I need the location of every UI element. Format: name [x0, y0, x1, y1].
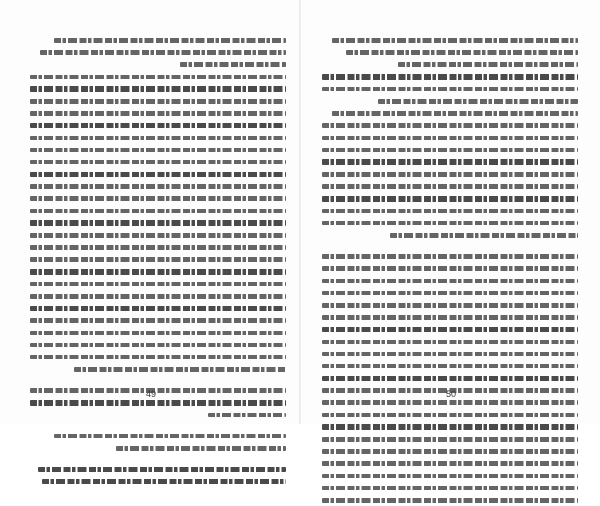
right-page-text-line-glyphs	[322, 461, 578, 466]
left-page-text-line-glyphs	[30, 220, 286, 226]
right-page-text-line	[322, 46, 578, 58]
right-page-text-line	[322, 156, 578, 168]
right-page-text-line	[322, 217, 578, 229]
right-page-text-line	[322, 250, 578, 262]
left-page-text-line-glyphs	[40, 50, 286, 55]
left-page-text-line	[30, 327, 286, 339]
right-page-text-line	[322, 336, 578, 348]
left-page-text-line	[30, 442, 286, 454]
left-page-text-line-glyphs	[54, 38, 286, 43]
left-page-text-line-glyphs	[30, 294, 286, 299]
left-page-text-line	[30, 180, 286, 192]
right-page-text-line	[322, 71, 578, 83]
left-page-text-line-glyphs	[38, 467, 286, 473]
right-page-number: 50	[446, 389, 457, 399]
right-page-text-line-glyphs	[322, 352, 578, 357]
right-page-text-line-glyphs	[322, 486, 578, 491]
left-page-text-line	[30, 241, 286, 253]
left-page-text-line	[30, 34, 286, 46]
right-page-text-block	[322, 34, 578, 506]
left-page-text-line	[30, 463, 286, 475]
left-page-text-line-glyphs	[30, 172, 286, 178]
right-page-text-line	[322, 433, 578, 445]
left-page-text-line-glyphs	[42, 479, 286, 485]
right-page-text-line-glyphs	[322, 196, 578, 202]
left-page-text-line	[30, 83, 286, 95]
right-page-text-line-glyphs	[322, 266, 578, 271]
left-page-text-line-glyphs	[30, 245, 286, 250]
right-page-text-line-glyphs	[346, 50, 578, 55]
left-page-text-line	[30, 71, 286, 83]
left-page-text-line	[30, 95, 286, 107]
left-page-text-line-glyphs	[30, 123, 286, 129]
right-page-text-line-glyphs	[322, 498, 578, 503]
right-page-text-line	[322, 445, 578, 457]
left-page-text-line-glyphs	[30, 400, 286, 406]
left-page-text-line	[30, 217, 286, 229]
left-page-text-line-glyphs	[30, 86, 286, 92]
right-page-text-line-glyphs	[322, 364, 578, 369]
left-page-paragraph-gap	[30, 421, 286, 430]
left-page-text-line	[30, 290, 286, 302]
right-page-text-line	[322, 119, 578, 131]
right-page-text-line-glyphs	[322, 400, 578, 405]
right-page-text-line	[322, 192, 578, 204]
left-page-text-line	[30, 119, 286, 131]
right-page-text-line	[322, 275, 578, 287]
right-page-text-line-glyphs	[332, 38, 578, 43]
right-page-text-line-glyphs	[322, 327, 578, 333]
left-page-text-block	[30, 34, 286, 488]
right-page-text-line-glyphs	[322, 424, 578, 430]
left-page-text-line-glyphs	[30, 148, 286, 153]
left-page-text-line	[30, 58, 286, 70]
right-page-text-line-glyphs	[322, 148, 578, 153]
right-page-text-line-glyphs	[322, 315, 578, 320]
left-page-text-line	[30, 132, 286, 144]
left-page-text-line-glyphs	[30, 75, 286, 80]
left-page-text-line	[30, 314, 286, 326]
right-page-text-line-glyphs	[322, 449, 578, 454]
left-page-text-line	[30, 396, 286, 408]
right-page-text-line-glyphs	[398, 62, 578, 67]
right-page-text-line-glyphs	[322, 303, 578, 308]
left-page-text-line-glyphs	[208, 413, 286, 418]
left-page-text-line	[30, 46, 286, 58]
right-page-text-line	[322, 83, 578, 95]
left-page	[0, 0, 300, 424]
left-page-text-line-glyphs	[180, 62, 286, 67]
right-page-text-line-glyphs	[322, 74, 578, 80]
left-page-text-line-glyphs	[74, 367, 286, 372]
right-page-text-line	[322, 95, 578, 107]
right-page-text-line	[322, 144, 578, 156]
right-page-text-line-glyphs	[322, 123, 578, 128]
right-page-text-line-glyphs	[322, 413, 578, 418]
right-page-text-line-glyphs	[322, 136, 578, 141]
right-page-text-line	[322, 494, 578, 506]
right-page-text-line-glyphs	[322, 254, 578, 259]
right-page-text-line-glyphs	[322, 474, 578, 479]
right-page-text-line-glyphs	[378, 99, 578, 104]
left-page-text-line-glyphs	[30, 306, 286, 312]
right-page-text-line-glyphs	[322, 159, 578, 165]
left-page-text-line	[30, 168, 286, 180]
left-page-text-line	[30, 351, 286, 363]
right-page-text-line	[322, 229, 578, 241]
left-page-text-line-glyphs	[30, 282, 286, 287]
right-page-text-line	[322, 34, 578, 46]
right-page-text-line-glyphs	[322, 437, 578, 442]
right-page	[300, 0, 600, 424]
left-page-text-line	[30, 430, 286, 442]
left-page-text-line	[30, 384, 286, 396]
right-page-text-line-glyphs	[322, 340, 578, 345]
left-page-text-line	[30, 302, 286, 314]
left-page-text-line-glyphs	[30, 136, 286, 141]
left-page-text-line-glyphs	[30, 111, 286, 116]
left-page-text-line-glyphs	[54, 434, 286, 439]
left-page-text-line	[30, 409, 286, 421]
left-page-text-line-glyphs	[30, 257, 286, 262]
left-page-text-line-glyphs	[30, 160, 286, 165]
right-page-text-line	[322, 409, 578, 421]
right-page-text-line-glyphs	[322, 172, 578, 177]
left-page-number: 49	[146, 389, 157, 399]
left-page-text-line	[30, 266, 286, 278]
left-page-paragraph-gap	[30, 454, 286, 463]
left-page-text-line	[30, 339, 286, 351]
left-page-text-line-glyphs	[30, 99, 286, 104]
left-page-text-line-glyphs	[30, 355, 286, 360]
right-page-text-line	[322, 360, 578, 372]
right-page-text-line	[322, 372, 578, 384]
left-page-text-line	[30, 475, 286, 487]
right-page-paragraph-gap	[322, 241, 578, 250]
right-page-text-line	[322, 482, 578, 494]
right-page-text-line	[322, 287, 578, 299]
left-page-text-line	[30, 192, 286, 204]
left-page-paragraph-gap	[30, 375, 286, 384]
left-page-text-line	[30, 156, 286, 168]
right-page-text-line-glyphs	[322, 291, 578, 296]
left-page-text-line	[30, 205, 286, 217]
left-page-text-line-glyphs	[30, 343, 286, 348]
right-page-text-line	[322, 205, 578, 217]
right-page-text-line-glyphs	[322, 87, 578, 92]
right-page-text-line	[322, 470, 578, 482]
left-page-text-line	[30, 229, 286, 241]
right-page-text-line	[322, 180, 578, 192]
right-page-text-line	[322, 262, 578, 274]
left-page-text-line	[30, 363, 286, 375]
left-page-text-line-glyphs	[30, 196, 286, 201]
right-page-text-line-glyphs	[390, 233, 578, 238]
right-page-text-line	[322, 132, 578, 144]
left-page-text-line	[30, 107, 286, 119]
left-page-text-line-glyphs	[30, 184, 286, 189]
left-page-text-line	[30, 253, 286, 265]
right-page-text-line	[322, 348, 578, 360]
right-page-text-line	[322, 58, 578, 70]
left-page-text-line-glyphs	[30, 388, 286, 393]
left-page-text-line-glyphs	[30, 233, 286, 238]
right-page-text-line-glyphs	[322, 376, 578, 382]
left-page-text-line-glyphs	[30, 318, 286, 323]
left-page-text-line-glyphs	[30, 209, 286, 214]
right-page-text-line	[322, 457, 578, 469]
right-page-text-line	[322, 107, 578, 119]
right-page-text-line	[322, 323, 578, 335]
right-page-text-line-glyphs	[322, 221, 578, 226]
right-page-text-line-glyphs	[322, 279, 578, 284]
left-page-text-line	[30, 278, 286, 290]
right-page-text-line-glyphs	[322, 184, 578, 189]
left-page-text-line-glyphs	[30, 331, 286, 336]
right-page-text-line	[322, 168, 578, 180]
left-page-text-line	[30, 144, 286, 156]
right-page-text-line	[322, 421, 578, 433]
right-page-text-line	[322, 299, 578, 311]
right-page-text-line-glyphs	[332, 111, 578, 116]
right-page-text-line	[322, 311, 578, 323]
left-page-text-line-glyphs	[30, 269, 286, 275]
right-page-text-line-glyphs	[322, 209, 578, 214]
left-page-text-line-glyphs	[116, 446, 286, 451]
